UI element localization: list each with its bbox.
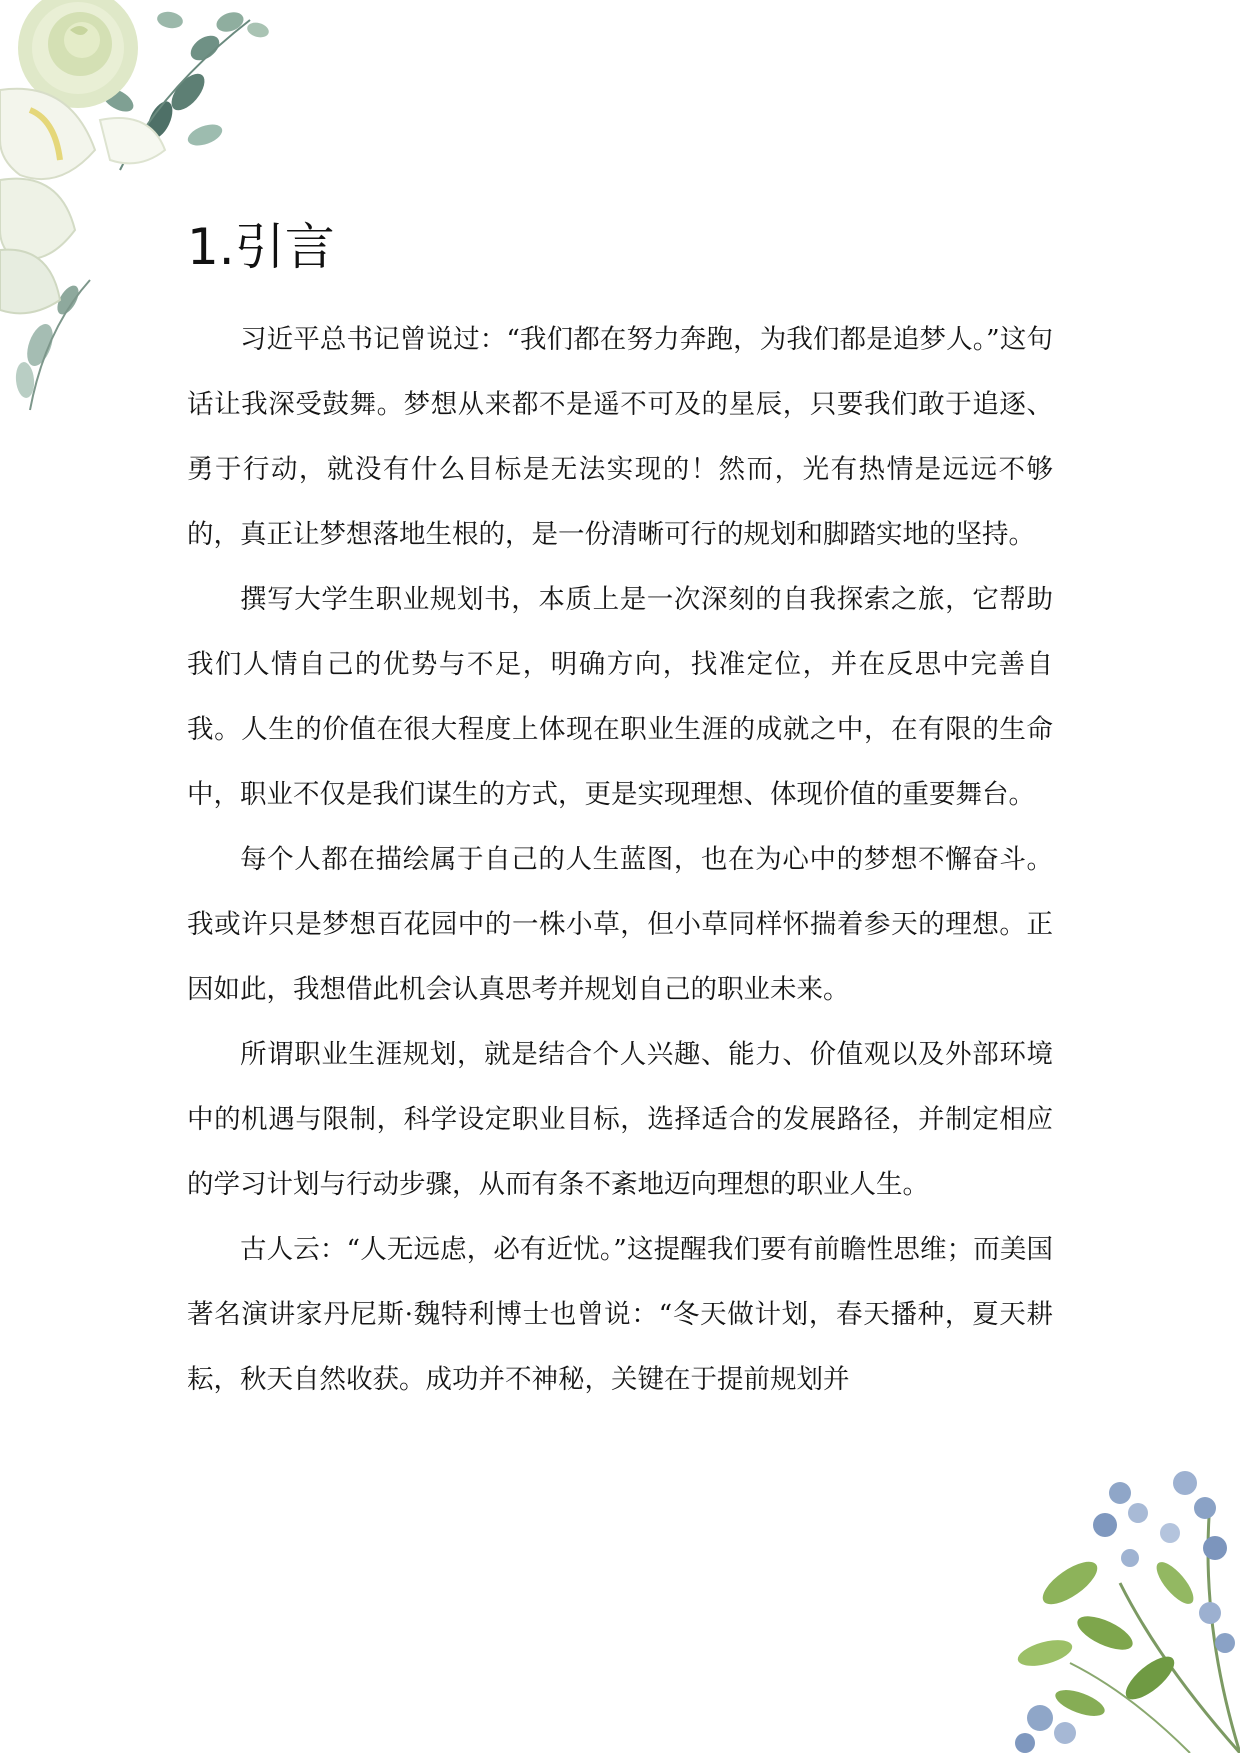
paragraph: 古人云：“人无远虑，必有近忧。”这提醒我们要有前瞻性思维；而美国著名演讲家丹尼斯·魏特利博士也曾说：“冬天做计划，春天播种，夏天耕耘，秋天自然收获。成功并不神秘，关键在于提前规划并 [187, 1234, 1053, 1395]
paragraph: 习近平总书记曾说过：“我们都在努力奔跑，为我们都是追梦人。”这句话让我深受鼓舞。梦想从来都不是遥不可及的星辰，只要我们敢于追逐、勇于行动，就没有什么目标是无法实现的！然而，光有热情是远远不够的，真正让梦想落地生根的，是一份清晰可行的规划和脚踏实地的坚持。 [187, 324, 1053, 550]
calla-lily [0, 89, 165, 314]
blue-flowers [1015, 1471, 1235, 1753]
paragraph: 每个人都在描绘属于自己的人生蓝图，也在为心中的梦想不懈奋斗。我或许只是梦想百花园中的一株小草，但小草同样怀揣着参天的理想。正因如此，我想借此机会认真思考并规划自己的职业未来。 [187, 844, 1053, 1005]
paragraph: 撰写大学生职业规划书，本质上是一次深刻的自我探索之旅，它帮助我们人情自己的优势与不足，明确方向，找准定位，并在反思中完善自我。人生的价值在很大程度上体现在职业生涯的成就之中，在有限的生命中，职业不仅是我们谋生的方式，更是实现理想、体现价值的重要舞台。 [187, 584, 1053, 810]
floral-corner-bottom-right-icon [1010, 1463, 1240, 1753]
page-title: 1.引言 [187, 218, 335, 276]
green-leaves [1015, 1554, 1199, 1721]
body-text [187, 307, 1053, 1412]
paragraph: 所谓职业生涯规划，就是结合个人兴趣、能力、价值观以及外部环境中的机遇与限制，科学设定职业目标，选择适合的发展路径，并制定相应的学习计划与行动步骤，从而有条不紊地迈向理想的职业人生。 [187, 1039, 1053, 1200]
